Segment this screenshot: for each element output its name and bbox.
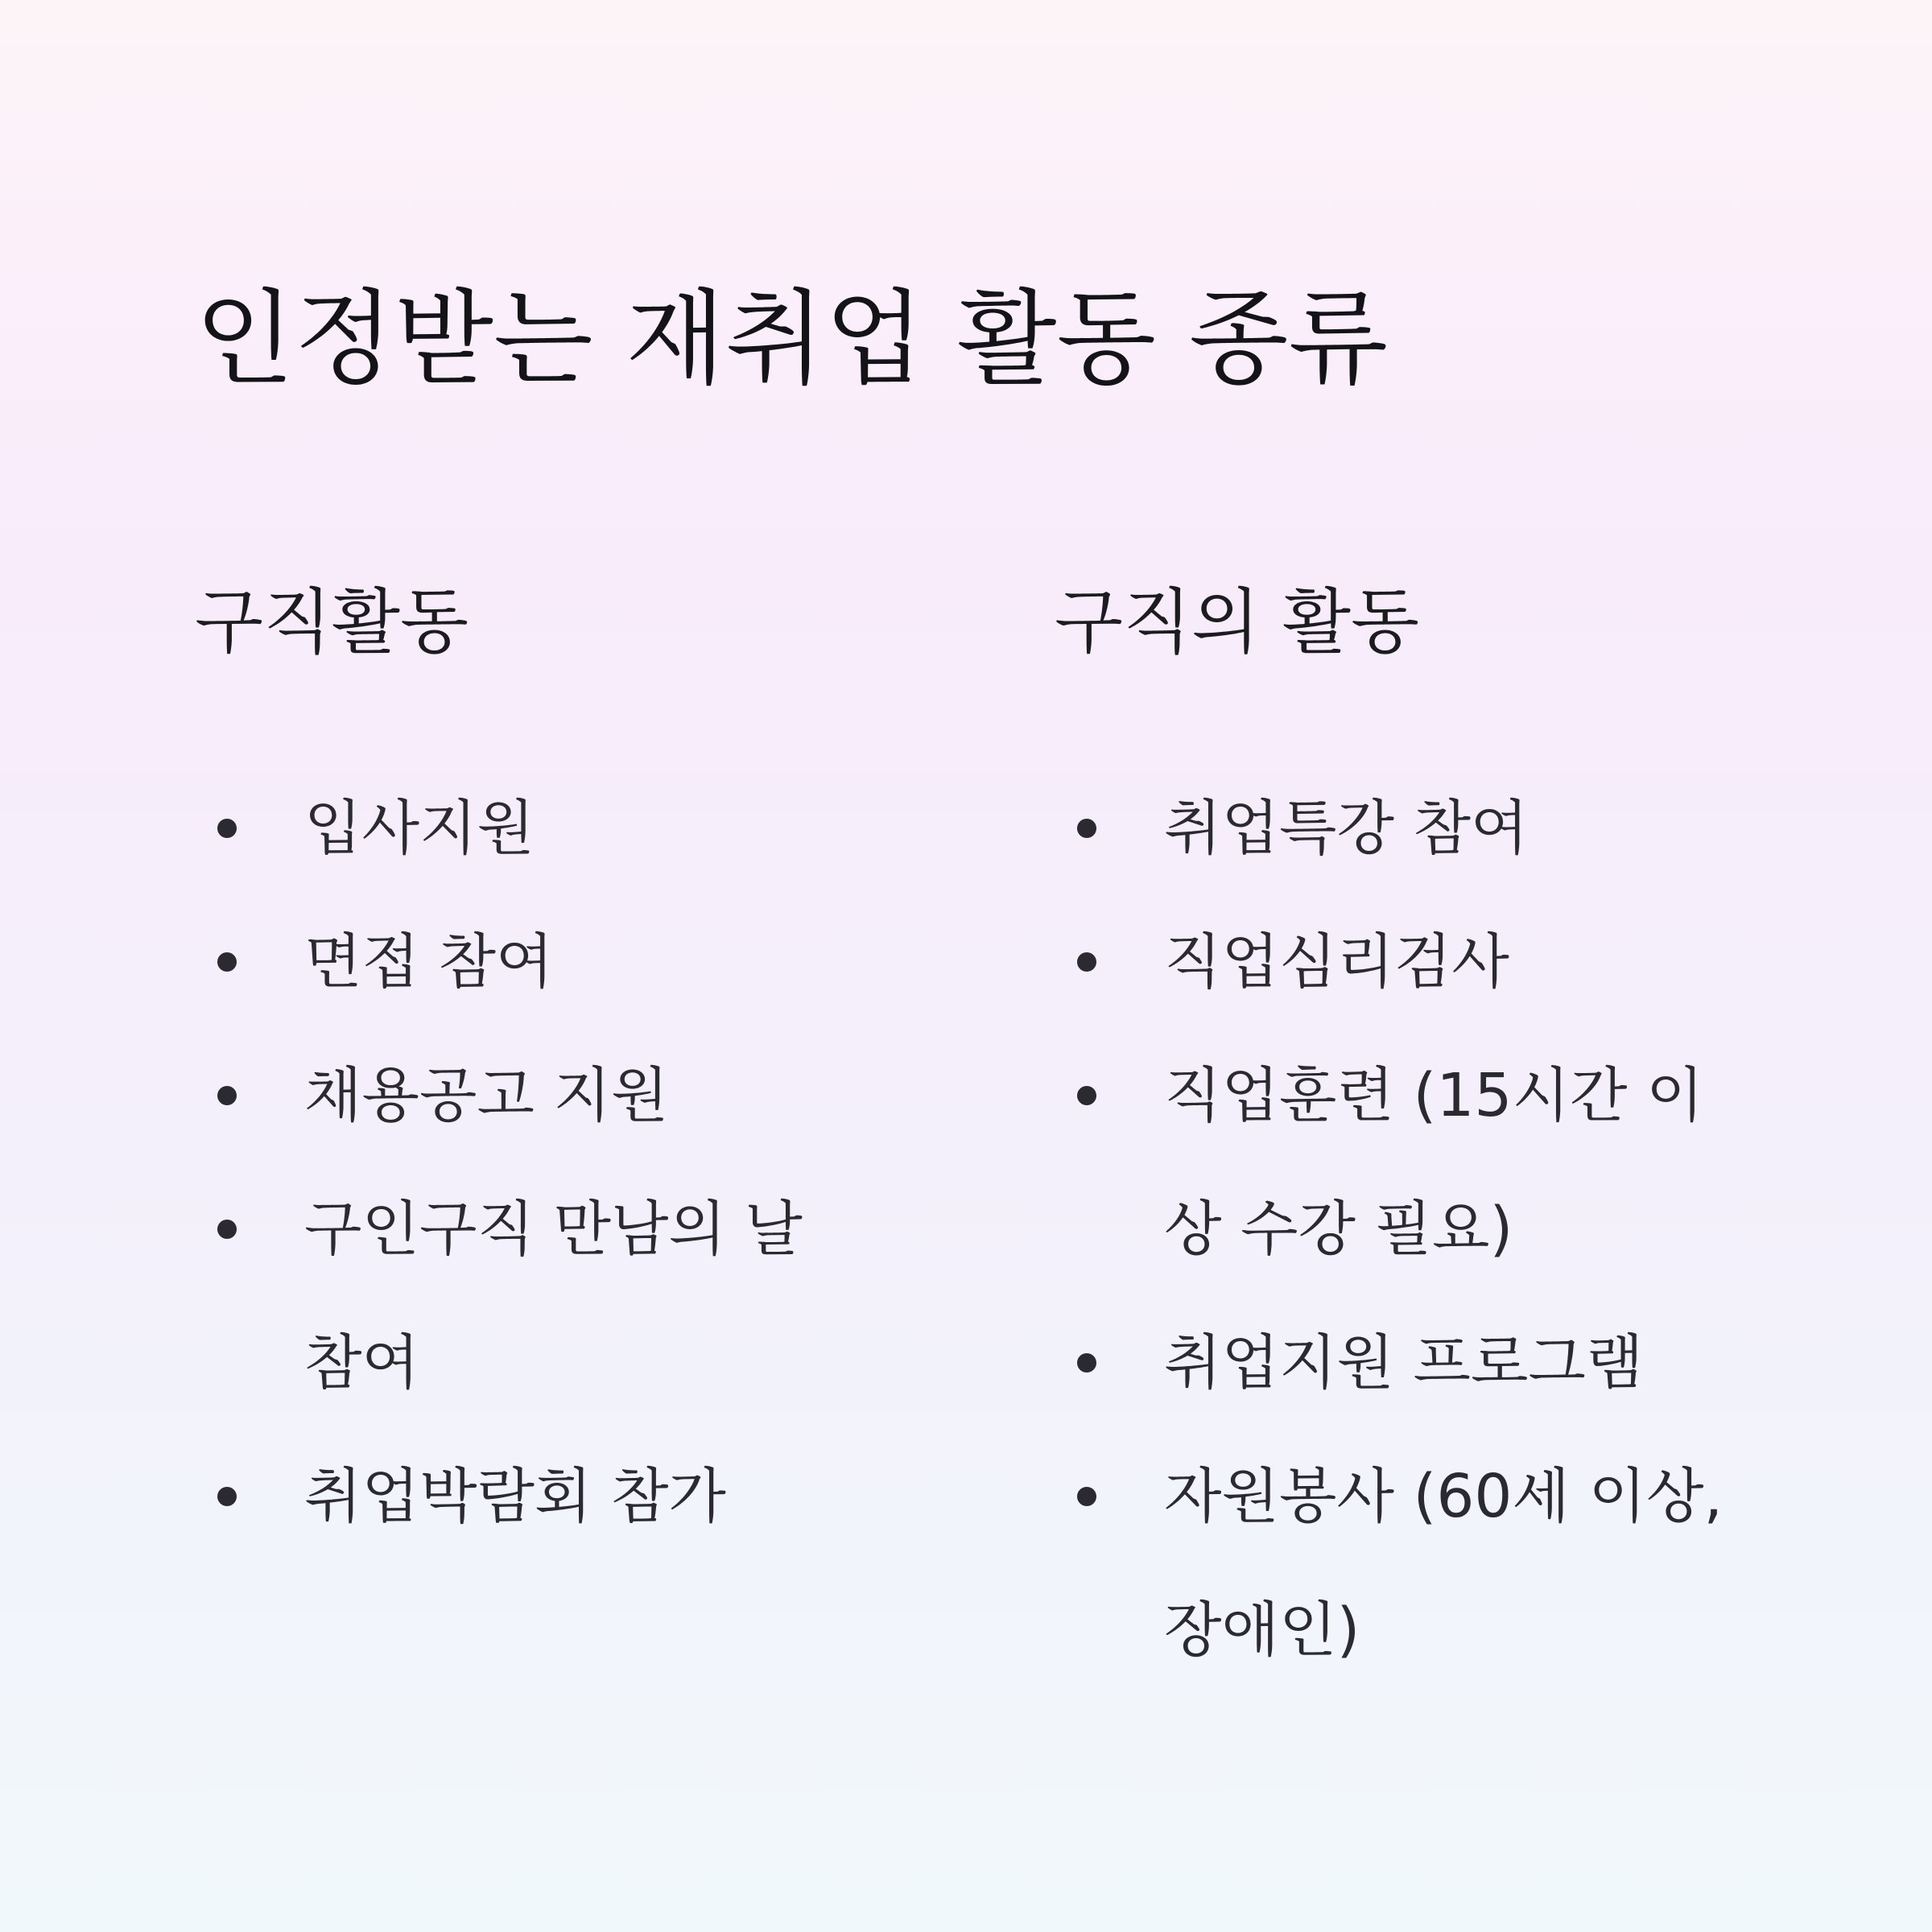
- list-item: [1055, 895, 1744, 1029]
- list-item: [1055, 1296, 1744, 1430]
- list-item-label: 자원봉사 (60세 이상, 장애인): [1164, 1462, 1723, 1665]
- list-item: [1055, 1029, 1744, 1296]
- list-item: [195, 1162, 868, 1430]
- list-item-label: 취업박람회 참가: [304, 1462, 726, 1531]
- column-heading: 구직활동: [195, 580, 469, 663]
- list-item-label: 구인구직 만남의 날 참여: [304, 1195, 803, 1397]
- list-item: [195, 762, 868, 895]
- list-item-label: 취업특강 참여: [1164, 794, 1529, 863]
- list-item: [195, 1029, 868, 1162]
- activity-list: [195, 762, 868, 1563]
- activity-list: [1055, 762, 1744, 1697]
- job-search-activities-column: [195, 580, 887, 1531]
- page-title: 인정받는 재취업 활동 종류: [195, 279, 1389, 399]
- bullet-icon: [217, 1220, 237, 1239]
- bullet-icon: [217, 819, 237, 838]
- list-item-label: 취업지원 프로그램: [1164, 1328, 1644, 1397]
- list-item: [1055, 762, 1744, 895]
- bullet-icon: [217, 952, 237, 972]
- bullet-icon: [1077, 1086, 1096, 1105]
- column-heading: 구직의 활동: [1055, 580, 1420, 663]
- list-item: [195, 1430, 868, 1563]
- list-item: [1055, 1430, 1744, 1697]
- list-item-label: 직업훈련 (15시간 이상 수강 필요): [1164, 1061, 1704, 1264]
- list-item-label: 면접 참여: [304, 927, 554, 997]
- bullet-icon: [1077, 819, 1096, 838]
- bullet-icon: [1077, 1487, 1096, 1506]
- list-item-label: 직업심리검사: [1164, 927, 1509, 997]
- list-item-label: 채용공고 지원: [304, 1061, 669, 1130]
- list-item-label: 입사지원: [304, 794, 535, 863]
- job-search-related-activities-column: [1055, 580, 1747, 1665]
- list-item: [195, 895, 868, 1029]
- bullet-icon: [1077, 952, 1096, 972]
- bullet-icon: [217, 1086, 237, 1105]
- bullet-icon: [217, 1487, 237, 1506]
- bullet-icon: [1077, 1353, 1096, 1373]
